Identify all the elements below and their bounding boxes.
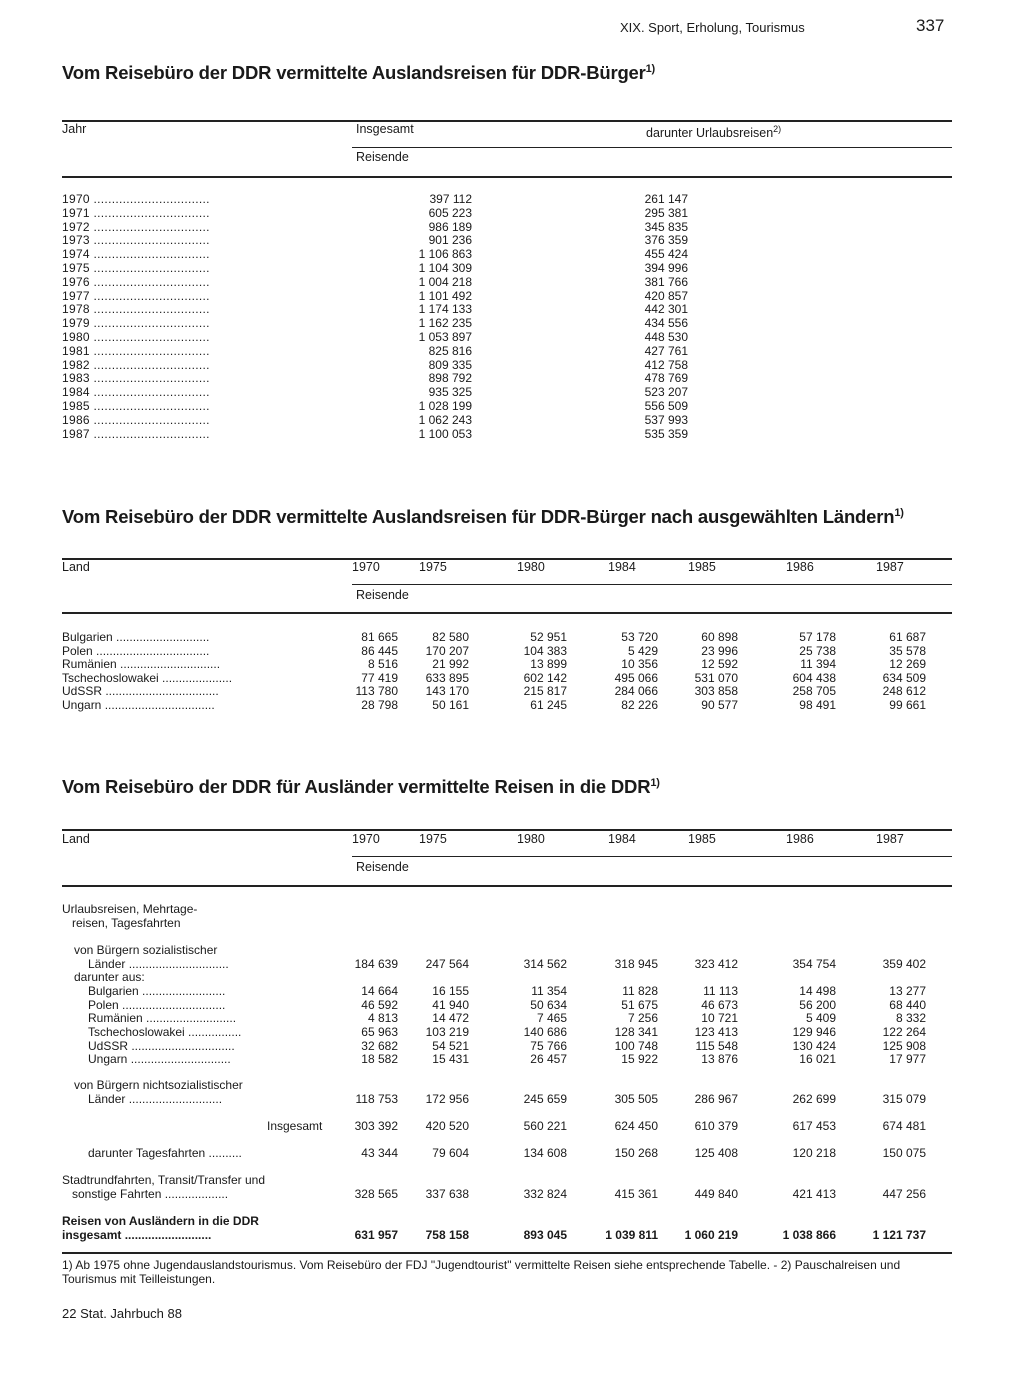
row-year-label: 1979 ................................ (62, 316, 210, 331)
page-number: 337 (916, 16, 945, 35)
row-value: 303 392 (354, 1119, 398, 1133)
table-row (62, 275, 952, 289)
row-value: 1 039 811 (605, 1228, 658, 1242)
row-value: 1 060 219 (684, 1228, 738, 1242)
table-row (62, 630, 952, 644)
row-value: 16 021 (799, 1052, 836, 1066)
row-total-value: 1 004 218 (418, 274, 472, 289)
table-row (62, 916, 952, 930)
row-value: 17 977 (889, 1052, 926, 1066)
row-value: 420 520 (425, 1119, 469, 1133)
row-value: 11 354 (531, 984, 567, 998)
table-row (62, 289, 952, 303)
table-row (62, 1052, 952, 1066)
row-value: 50 634 (530, 998, 567, 1012)
row-value: 602 142 (523, 670, 567, 685)
table-row (62, 1228, 952, 1242)
row-value: 57 178 (799, 630, 836, 644)
row-value: 286 967 (694, 1092, 738, 1106)
row-value: 115 548 (695, 1039, 738, 1053)
row-total-value: 605 223 (428, 205, 472, 220)
row-country-label: UdSSR .................................. (62, 684, 219, 699)
row-value: 172 956 (425, 1092, 469, 1106)
row-holiday-value: 556 509 (644, 399, 688, 413)
row-value: 14 472 (432, 1011, 469, 1025)
row-label: darunter aus: (74, 970, 145, 984)
page-footer: 22 Stat. Jahrbuch 88 (62, 1306, 182, 1321)
table-row (62, 644, 952, 658)
table-row (62, 1039, 952, 1053)
col-year-1970: 1970 (352, 560, 380, 574)
row-year-label: 1974 ................................ (62, 247, 210, 262)
row-value: 332 824 (523, 1187, 567, 1201)
row-label: von Bürgern nichtsozialistischer (74, 1078, 243, 1092)
table-row (62, 1173, 952, 1187)
table1-title-text: Vom Reisebüro der DDR vermittelte Auslandsreisen für DDR-Bürger (62, 62, 646, 83)
row-value: 120 218 (792, 1146, 836, 1160)
row-label: Bulgarien ......................... (88, 984, 226, 998)
table-row (62, 1187, 952, 1201)
row-year-label: 1971 ................................ (62, 205, 210, 220)
row-value: 634 509 (882, 670, 926, 685)
col-year-1986: 1986 (786, 560, 814, 574)
table-row (62, 1078, 952, 1092)
table-row (62, 1214, 952, 1228)
row-value: 12 592 (701, 657, 738, 672)
table3-col-land: Land (62, 832, 90, 846)
row-country-label: Bulgarien ............................ (62, 630, 210, 644)
table2-header-rule (62, 612, 952, 614)
row-value: 631 957 (354, 1228, 398, 1242)
row-total-value: 986 189 (428, 219, 472, 234)
row-value: 284 066 (614, 684, 658, 699)
row-value: 25 738 (799, 643, 836, 658)
table1-col-total: Insgesamt (356, 122, 414, 136)
row-year-label: 1978 ................................ (62, 302, 210, 317)
table2-unit: Reisende (356, 588, 409, 602)
row-year-label: 1977 ................................ (62, 288, 210, 303)
row-value: 10 721 (701, 1011, 738, 1025)
row-value: 5 409 (805, 1011, 836, 1025)
row-year-label: 1984 ................................ (62, 385, 210, 400)
row-total-value: 898 792 (428, 371, 472, 386)
row-value: 314 562 (523, 957, 567, 971)
col-year-1987: 1987 (876, 832, 904, 846)
row-value: 75 766 (530, 1039, 567, 1053)
row-label: reisen, Tagesfahrten (72, 916, 181, 930)
row-value: 674 481 (882, 1119, 926, 1133)
table1-top-rule (62, 120, 952, 122)
row-value: 150 268 (614, 1146, 658, 1160)
row-year-label: 1970 ................................ (62, 192, 210, 206)
row-year-label: 1987 ................................ (62, 426, 210, 441)
row-value: 215 817 (523, 684, 567, 699)
table-row (62, 698, 952, 712)
row-holiday-value: 420 857 (644, 288, 688, 303)
col-year-1985: 1985 (688, 560, 716, 574)
row-value: 123 413 (694, 1025, 738, 1039)
table1-col-year: Jahr (62, 122, 87, 136)
table-row (62, 330, 952, 344)
col-year-1987: 1987 (876, 560, 904, 574)
row-holiday-value: 295 381 (644, 205, 688, 220)
table3-title (62, 776, 660, 798)
row-value: 13 899 (530, 657, 567, 672)
table-row (62, 998, 952, 1012)
row-value: 28 798 (361, 698, 398, 712)
row-label: von Bürgern sozialistischer (74, 943, 218, 957)
col-year-1984: 1984 (608, 832, 636, 846)
col-year-1980: 1980 (517, 560, 545, 574)
row-value: 617 453 (792, 1119, 836, 1133)
table3-top-rule (62, 829, 952, 831)
row-value: 125 408 (694, 1146, 738, 1160)
row-value: 315 079 (882, 1092, 926, 1106)
table-row (62, 943, 952, 957)
row-value: 90 577 (701, 698, 738, 712)
row-value: 56 200 (799, 998, 836, 1012)
row-total-value: 397 112 (429, 192, 472, 206)
table2-sub-rule (352, 584, 952, 585)
row-value: 26 457 (530, 1052, 567, 1066)
row-value: 1 038 866 (782, 1228, 836, 1242)
row-value: 125 908 (882, 1039, 926, 1053)
row-value: 13 876 (701, 1052, 738, 1066)
row-value: 41 940 (432, 998, 469, 1012)
row-label: sonstige Fahrten ................... (72, 1187, 229, 1201)
row-label: insgesamt .......................... (62, 1228, 212, 1242)
row-value: 421 413 (792, 1187, 836, 1201)
table-row (62, 247, 952, 261)
col-year-1986: 1986 (786, 832, 814, 846)
row-value: 65 963 (361, 1025, 398, 1039)
row-value: 60 898 (701, 630, 738, 644)
row-value: 86 445 (361, 643, 398, 658)
table-row (62, 220, 952, 234)
row-value: 46 592 (361, 998, 398, 1012)
row-value: 61 687 (889, 630, 926, 644)
row-value: 12 269 (889, 657, 926, 672)
row-total-value: 1 062 243 (418, 412, 472, 427)
row-total-value: 1 104 309 (418, 261, 472, 275)
col-year-1984: 1984 (608, 560, 636, 574)
table2-title-footnote: 1) (894, 506, 904, 519)
table-row (62, 371, 952, 385)
row-label: darunter Tagesfahrten .......... (88, 1146, 242, 1160)
row-value: 23 996 (701, 643, 738, 658)
row-value: 61 245 (530, 698, 567, 712)
row-value: 560 221 (523, 1119, 567, 1133)
row-label: Urlaubsreisen, Mehrtage- (62, 902, 198, 916)
row-label: UdSSR ............................... (88, 1039, 235, 1053)
row-value: 248 612 (882, 684, 926, 699)
row-holiday-value: 537 993 (644, 412, 688, 427)
row-value: 5 429 (627, 643, 658, 658)
row-holiday-value: 434 556 (644, 316, 688, 331)
table1-col-holiday-text: darunter Urlaubsreisen (646, 126, 774, 141)
col-year-1970: 1970 (352, 832, 380, 846)
table-row (62, 1025, 952, 1039)
row-total-value: 1 162 235 (418, 316, 472, 331)
row-label: Rumänien ........................... (88, 1011, 237, 1025)
row-value: 118 753 (355, 1092, 398, 1106)
row-value: 11 113 (703, 984, 738, 998)
table-row (62, 233, 952, 247)
table-row (62, 671, 952, 685)
row-value: 100 748 (614, 1039, 658, 1053)
row-value: 531 070 (694, 670, 738, 685)
row-year-label: 1975 ................................ (62, 261, 210, 275)
row-value: 8 516 (367, 657, 398, 672)
row-value: 11 828 (622, 984, 658, 998)
table1-header-rule (62, 176, 952, 178)
row-value: 15 922 (621, 1052, 658, 1066)
row-value: 11 394 (800, 657, 836, 672)
row-total-value: 935 325 (428, 385, 472, 400)
table-row (62, 302, 952, 316)
row-value: 8 332 (895, 1011, 926, 1025)
table3-title-text: Vom Reisebüro der DDR für Ausländer vermittelte Reisen in die DDR (62, 776, 651, 797)
footnote: 1) Ab 1975 ohne Jugendauslandstourismus. Vom Reisebüro der FDJ "Jugendtourist" vermittelte Reisen siehe entsprechende Tabelle. - 2) Pauschalreisen und Tourismus mit Teilleistungen. (62, 1258, 901, 1286)
row-holiday-value: 535 359 (644, 426, 688, 441)
table-row (62, 970, 952, 984)
table1-unit: Reisende (356, 150, 409, 164)
row-value: 51 675 (621, 998, 658, 1012)
row-value: 14 664 (361, 984, 398, 998)
row-year-label: 1980 ................................ (62, 330, 210, 344)
row-value: 14 498 (799, 984, 836, 998)
table-row (62, 399, 952, 413)
row-total-value: 1 174 133 (418, 302, 472, 317)
row-year-label: 1976 ................................ (62, 274, 210, 289)
running-header: XIX. Sport, Erholung, Tourismus (620, 20, 805, 35)
table-row (62, 344, 952, 358)
row-value: 610 379 (694, 1119, 738, 1133)
row-holiday-value: 345 835 (644, 219, 688, 234)
row-value: 170 207 (425, 643, 469, 658)
row-value: 122 264 (882, 1025, 926, 1039)
table-row (62, 358, 952, 372)
row-value: 103 219 (425, 1025, 469, 1039)
row-value: 54 521 (432, 1039, 469, 1053)
table2-title-text: Vom Reisebüro der DDR vermittelte Auslandsreisen für DDR-Bürger nach ausgewählten Ländern (62, 506, 895, 527)
row-value: 758 158 (425, 1228, 469, 1242)
table3-bottom-rule (62, 1252, 952, 1254)
row-value: 82 580 (432, 630, 469, 644)
table-row (62, 1011, 952, 1025)
table1-sub-rule (352, 147, 952, 148)
row-value: 624 450 (614, 1119, 658, 1133)
row-label: Insgesamt (267, 1119, 323, 1133)
row-value: 447 256 (882, 1187, 926, 1201)
table-row (62, 984, 952, 998)
row-holiday-value: 448 530 (644, 330, 688, 344)
col-year-1975: 1975 (419, 832, 447, 846)
row-value: 305 505 (614, 1092, 658, 1106)
table3-title-footnote: 1) (650, 776, 660, 789)
table-row (62, 385, 952, 399)
row-holiday-value: 442 301 (644, 302, 688, 317)
table-row (62, 427, 952, 441)
col-year-1980: 1980 (517, 832, 545, 846)
row-total-value: 1 028 199 (418, 399, 472, 413)
row-label: Polen ............................... (88, 998, 226, 1012)
row-value: 7 256 (627, 1011, 658, 1025)
row-holiday-value: 381 766 (644, 274, 688, 289)
table1-col-holiday (646, 124, 781, 140)
row-value: 130 424 (792, 1039, 836, 1053)
row-value: 143 170 (425, 684, 469, 699)
row-value: 82 226 (621, 698, 658, 712)
table-row (62, 684, 952, 698)
row-value: 359 402 (882, 957, 926, 971)
row-value: 13 277 (889, 984, 926, 998)
row-value: 323 412 (694, 957, 738, 971)
row-value: 129 946 (792, 1025, 836, 1039)
row-holiday-value: 261 147 (644, 192, 688, 206)
table-row (62, 206, 952, 220)
row-value: 21 992 (432, 657, 469, 672)
row-value: 18 582 (361, 1052, 398, 1066)
row-holiday-value: 412 758 (644, 357, 688, 372)
table-row (62, 261, 952, 275)
row-value: 79 604 (432, 1146, 469, 1160)
row-value: 604 438 (792, 670, 836, 685)
table-row (62, 957, 952, 971)
row-value: 303 858 (694, 684, 738, 699)
row-holiday-value: 376 359 (644, 233, 688, 248)
row-value: 35 578 (889, 643, 926, 658)
table2-title (62, 506, 904, 528)
table-row (62, 1092, 952, 1106)
row-value: 7 465 (536, 1011, 567, 1025)
row-value: 247 564 (425, 957, 469, 971)
row-country-label: Rumänien .............................. (62, 657, 221, 672)
row-total-value: 1 053 897 (418, 330, 472, 344)
row-value: 53 720 (621, 630, 658, 644)
row-value: 258 705 (792, 684, 836, 699)
row-total-value: 1 106 863 (418, 247, 472, 262)
col-year-1975: 1975 (419, 560, 447, 574)
table3-header-rule (62, 885, 952, 887)
table1-title (62, 62, 655, 84)
row-year-label: 1985 ................................ (62, 399, 210, 413)
row-year-label: 1972 ................................ (62, 219, 210, 234)
row-value: 15 431 (432, 1052, 469, 1066)
row-value: 893 045 (523, 1228, 567, 1242)
row-value: 140 686 (523, 1025, 567, 1039)
row-value: 77 419 (361, 670, 398, 685)
row-value: 104 383 (523, 643, 567, 658)
row-label: Stadtrundfahrten, Transit/Transfer und (62, 1173, 265, 1187)
row-value: 32 682 (361, 1039, 398, 1053)
table-row (62, 192, 952, 206)
row-value: 98 491 (799, 698, 836, 712)
row-holiday-value: 455 424 (644, 247, 688, 262)
row-holiday-value: 427 761 (644, 343, 688, 358)
row-total-value: 901 236 (428, 233, 472, 248)
row-value: 337 638 (425, 1187, 469, 1201)
row-value: 16 155 (432, 984, 469, 998)
row-total-value: 1 100 053 (418, 426, 472, 441)
row-value: 262 699 (792, 1092, 836, 1106)
row-value: 150 075 (882, 1146, 926, 1160)
row-country-label: Tschechoslowakei ..................... (62, 670, 233, 685)
row-value: 449 840 (694, 1187, 738, 1201)
row-value: 134 608 (523, 1146, 567, 1160)
table1-col-holiday-footnote: 2) (773, 124, 782, 134)
row-value: 1 121 737 (872, 1228, 926, 1242)
table-row (62, 413, 952, 427)
row-year-label: 1986 ................................ (62, 412, 210, 427)
row-label: Tschechoslowakei ................ (88, 1025, 242, 1039)
row-year-label: 1982 ................................ (62, 357, 210, 372)
table-row (62, 1146, 952, 1160)
row-value: 128 341 (614, 1025, 658, 1039)
row-value: 245 659 (523, 1092, 567, 1106)
row-total-value: 825 816 (428, 343, 472, 358)
table-row (62, 316, 952, 330)
row-value: 68 440 (889, 998, 926, 1012)
row-value: 328 565 (354, 1187, 398, 1201)
row-total-value: 1 101 492 (418, 288, 472, 303)
row-value: 81 665 (361, 630, 398, 644)
row-country-label: Ungarn ................................. (62, 698, 215, 712)
table-row (62, 902, 952, 916)
row-label: Reisen von Ausländern in die DDR (62, 1214, 259, 1228)
row-value: 354 754 (792, 957, 836, 971)
row-value: 4 813 (367, 1011, 398, 1025)
row-value: 99 661 (889, 698, 926, 712)
row-holiday-value: 478 769 (644, 371, 688, 386)
row-holiday-value: 394 996 (644, 261, 688, 275)
table3-unit: Reisende (356, 860, 409, 874)
row-holiday-value: 523 207 (644, 385, 688, 400)
row-value: 52 951 (530, 630, 567, 644)
row-year-label: 1973 ................................ (62, 233, 210, 248)
row-value: 43 344 (361, 1146, 398, 1160)
row-value: 50 161 (432, 698, 469, 712)
row-value: 318 945 (614, 957, 658, 971)
row-label: Länder ............................ (88, 1092, 223, 1106)
row-value: 10 356 (621, 657, 658, 672)
table-row (62, 1119, 952, 1133)
table3-sub-rule (352, 856, 952, 857)
row-label: Ungarn .............................. (88, 1052, 231, 1066)
row-country-label: Polen .................................. (62, 643, 210, 658)
row-total-value: 809 335 (428, 357, 472, 372)
table1-title-footnote: 1) (645, 62, 656, 75)
table2-col-land: Land (62, 560, 90, 574)
row-label: Länder .............................. (88, 957, 229, 971)
col-year-1985: 1985 (688, 832, 716, 846)
row-value: 46 673 (701, 998, 738, 1012)
row-value: 495 066 (614, 670, 658, 685)
row-year-label: 1983 ................................ (62, 371, 210, 386)
row-value: 184 639 (354, 957, 398, 971)
row-value: 113 780 (355, 684, 398, 699)
table-row (62, 657, 952, 671)
row-value: 415 361 (614, 1187, 658, 1201)
row-year-label: 1981 ................................ (62, 343, 210, 358)
row-value: 633 895 (425, 670, 469, 685)
